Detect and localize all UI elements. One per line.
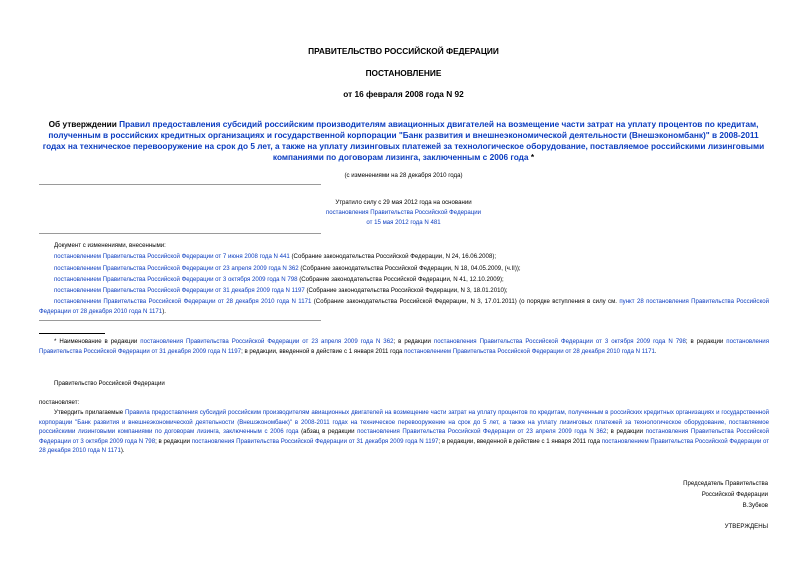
footnote-separator [39,333,105,334]
paragraph-amend-link[interactable]: постановления Правительства Российской Федерации от 31 декабря 2009 года N 1197 [191,437,439,445]
title-rules-link[interactable]: Правил предоставления субсидий российским производителям авиационных двигателей на возмещение части затрат на уплату процентов по кредитам, полученным в российских кредитных организациях и государственной корпорации "Банк развития и внешнеэкономической деятельности (Внешэкономбанк)" в 2008-2011 годах на техническое перевооружение на срок до 5 лет, а также на уплату лизинговых платежей за технологическое оборудование, поставляемое российскими лизинговыми компаниями по договорам лизинга, заключенным с 2006 года [42,119,765,162]
amendment-link[interactable]: постановлением Правительства Российской Федерации от 28 декабря 2010 года N 1171 [54,298,312,305]
amendment-item: постановлением Правительства Российской Федерации от 3 октября 2009 года N 798 (Собрание законодательства Российской Федерации, N 41, 12.10.2009); [54,276,504,283]
signature-name: В.Зубков [742,502,768,509]
expired-decree-date-link[interactable]: от 15 мая 2012 года N 481 [366,219,441,226]
footnote-link[interactable]: постановления Правительства Российской Федерации от 3 октября 2009 года N 798 [433,338,686,345]
paragraph-amend-link[interactable]: постановления Правительства Российской Федерации от 23 апреля 2009 года N 362 [357,428,607,435]
rules-link[interactable]: Правила предоставления субсидий российским производителям авиационных двигателей на возмещение части затрат на уплату процентов по кредитам, полученным в российских кредитных организациях и государственной корпорации "Банк развития и внешнеэкономической деятельности (Внешэкономбанк)" в 2008-2011 годах на техническое перевооружение на срок до 5 лет, а также на уплату лизинговых платежей за технологическое оборудование, поставляемое российскими лизинговыми компаниями по договорам лизинга, заключенным с 2006 года [39,409,769,435]
body-resolves: постановляет: [39,399,80,406]
body-government: Правительство Российской Федерации [54,380,165,387]
approved-label: УТВЕРЖДЕНЫ [724,523,768,530]
footnote-link[interactable]: постановлением Правительства Российской Федерации от 28 декабря 2010 года N 1171 [404,347,655,355]
signature-title: Председатель Правительства [683,480,768,487]
paragraph-amend-link[interactable]: постановлением Правительства Российской Федерации от 28 декабря 2010 года N 1171 [39,437,770,454]
amendment-item: постановлением Правительства Российской Федерации от 31 декабря 2009 года N 1197 (Собрание законодательства Российской Федерации, N 3, 18.01.2010); [54,287,508,294]
expired-decree-link[interactable]: постановления Правительства Российской Федерации [325,209,482,216]
expired-line1: Утратило силу с 29 мая 2012 года на основании [335,199,472,206]
divider [39,320,321,321]
amendment-link[interactable]: постановлением Правительства Российской Федерации от 31 декабря 2009 года N 1197 [54,287,305,294]
header-government: ПРАВИТЕЛЬСТВО РОССИЙСКОЙ ФЕДЕРАЦИИ [308,46,499,56]
divider [39,184,321,185]
footnote: * Наименование в редакции постановления Правительства Российской Федерации от 23 апреля 2009 года N 362; в редакции постановления Правительства Российской Федерации от 3 октября 2009 года N 798; в редакции постановления Правительства Российской Федерации от 31 декабря 2009 года N 1197; в редакции, введенной в действие с 1 января 2011 года постановлением Правительства Российской Федерации от 28 декабря 2010 года N 1171. [39,338,770,355]
amendments-heading: Документ с изменениями, внесенными: [54,242,166,249]
title-prefix: Об утверждении [48,119,120,129]
amendment-item-last: постановлением Правительства Российской Федерации от 28 декабря 2010 года N 1171 (Собрание законодательства Российской Федерации, N 3, 17.01.2011) (о порядке вступления в силу см. пункт 28 постановления Правительства Российской Федерации от 28 декабря 2010 года N 1171). [39,298,770,315]
entry-into-force-link[interactable]: пункт 28 постановления Правительства Российской Федерации от 28 декабря 2010 года N 1171 [39,298,770,315]
document-title [36,119,771,163]
divider [39,233,321,234]
amendment-item: постановлением Правительства Российской Федерации от 23 апреля 2009 года N 362 (Собрание законодательства Российской Федерации, N 18, 04.05.2009, (ч.II)); [54,265,521,272]
amendment-item: постановлением Правительства Российской Федерации от 7 июня 2008 года N 441 (Собрание законодательства Российской Федерации, N 24, 16.06.2008); [54,253,497,260]
amendment-link[interactable]: постановлением Правительства Российской Федерации от 7 июня 2008 года N 441 [54,253,290,260]
header-date-number: от 16 февраля 2008 года N 92 [343,89,464,99]
amendment-link[interactable]: постановлением Правительства Российской Федерации от 3 октября 2009 года N 798 [54,276,298,283]
header-doc-type: ПОСТАНОВЛЕНИЕ [365,68,442,78]
footnote-link[interactable]: постановления Правительства Российской Федерации от 23 апреля 2009 года N 362 [140,338,394,345]
changes-note: (с изменениями на 28 декабря 2010 года) [344,172,463,179]
footnote-link[interactable]: постановления Правительства Российской Федерации от 31 декабря 2009 года N 1197 [39,338,770,355]
paragraph-amend-link[interactable]: постановления Правительства Российской Федерации от 3 октября 2009 года N 798 [39,428,770,445]
signature-country: Российской Федерации [701,491,768,498]
body-paragraph: Утвердить прилагаемые Правила предоставления субсидий российским производителям авиационных двигателей на возмещение части затрат на уплату процентов по кредитам, полученным в российских кредитных организациях и государственной корпорации "Банк развития и внешнеэкономической деятельности (Внешэкономбанк)" в 2008-2011 годах на техническое перевооружение на срок до 5 лет, а также на уплату лизинговых платежей за технологическое оборудование, поставляемое российскими лизинговыми компаниями по договорам лизинга, заключенным с 2006 года (абзац в редакции постановления Правительства Российской Федерации от 23 апреля 2009 года N 362; в редакции постановления Правительства Российской Федерации от 3 октября 2009 года N 798; в редакции постановления Правительства Российской Федерации от 31 декабря 2009 года N 1197; в редакции, введенной в действие с 1 января 2011 года постановлением Правительства Российской Федерации от 28 декабря 2010 года N 1171). [39,409,770,454]
title-suffix: * [528,152,535,162]
amendment-link[interactable]: постановлением Правительства Российской Федерации от 23 апреля 2009 года N 362 [54,265,299,272]
